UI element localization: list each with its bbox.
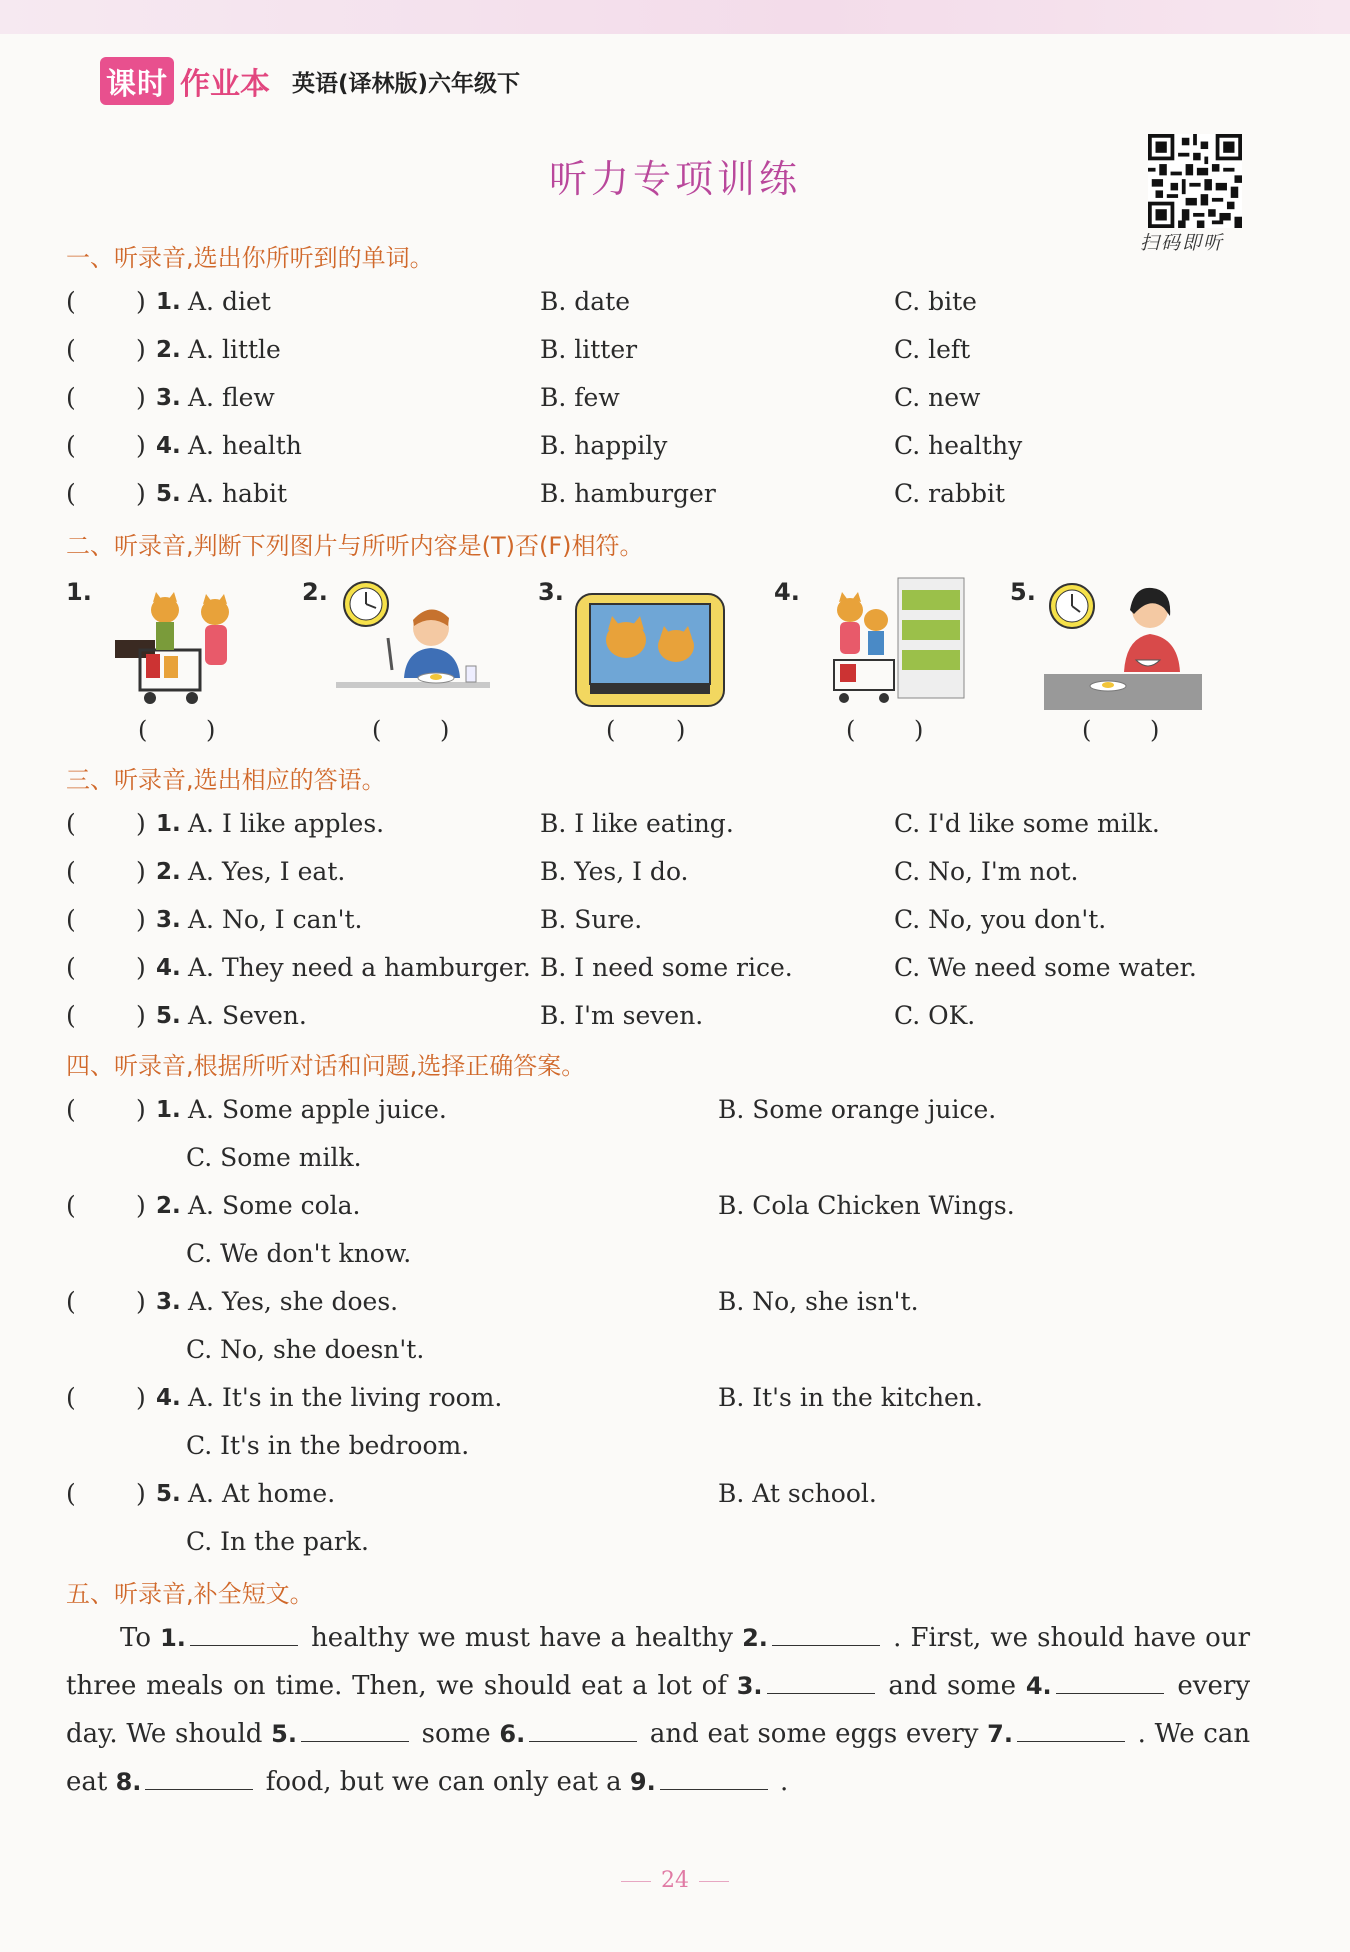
section1-title: 一、听录音,选出你所听到的单词。 bbox=[66, 244, 434, 272]
answer-paren-close[interactable]: ) bbox=[136, 809, 146, 838]
fill-in-blank[interactable] bbox=[767, 1669, 875, 1694]
question-number: 4. bbox=[156, 1385, 181, 1411]
picture-2-number: 2. bbox=[302, 578, 328, 606]
answer-paren-close[interactable]: ) bbox=[136, 1001, 146, 1030]
question-number: 1. bbox=[156, 1097, 181, 1123]
option-a[interactable]: A. flew bbox=[188, 383, 275, 412]
option-c[interactable]: C. We don't know. bbox=[186, 1239, 412, 1268]
passage-text: . We can eat bbox=[66, 1719, 1251, 1797]
logo-text: 作业本 bbox=[180, 67, 270, 102]
option-a[interactable]: A. diet bbox=[188, 287, 271, 316]
qr-code-icon[interactable] bbox=[1148, 134, 1242, 228]
passage-text: some bbox=[421, 1719, 491, 1749]
option-b[interactable]: B. date bbox=[540, 287, 631, 316]
option-b[interactable]: B. Some orange juice. bbox=[718, 1095, 997, 1124]
option-c[interactable]: C. left bbox=[894, 335, 971, 364]
option-c[interactable]: C. No, she doesn't. bbox=[186, 1335, 425, 1364]
girl-eating-clock-icon bbox=[1044, 580, 1202, 710]
answer-paren-open[interactable]: ( bbox=[66, 905, 76, 934]
option-b[interactable]: B. Yes, I do. bbox=[540, 857, 689, 886]
question-number: 4. bbox=[156, 955, 181, 981]
option-a[interactable]: A. habit bbox=[188, 479, 287, 508]
answer-paren-open[interactable]: ( bbox=[66, 1383, 76, 1412]
answer-paren-close[interactable]: ) bbox=[136, 1287, 146, 1316]
answer-paren-open[interactable]: ( bbox=[66, 287, 76, 316]
option-b[interactable]: B. I'm seven. bbox=[540, 1001, 704, 1030]
book-title: 英语(译林版)六年级下 bbox=[292, 70, 521, 97]
picture-1-number: 1. bbox=[66, 578, 92, 606]
option-c[interactable]: C. bite bbox=[894, 287, 977, 316]
blank-number: 2. bbox=[742, 1624, 768, 1652]
page-title: 听力专项训练 bbox=[548, 157, 801, 201]
option-a[interactable]: A. No, I can't. bbox=[188, 905, 363, 934]
answer-paren-close[interactable]: ) bbox=[136, 905, 146, 934]
question-number: 2. bbox=[156, 859, 181, 885]
cats-on-tv-icon bbox=[574, 592, 726, 710]
blank-number: 7. bbox=[987, 1720, 1013, 1748]
option-b[interactable]: B. I need some rice. bbox=[540, 953, 793, 982]
question-number: 5. bbox=[156, 481, 181, 507]
option-c[interactable]: C. new bbox=[894, 383, 981, 412]
picture-1-answer-open[interactable]: ( bbox=[138, 716, 148, 744]
picture-4-answer-open[interactable]: ( bbox=[846, 716, 856, 744]
picture-1-answer-close[interactable]: ) bbox=[206, 716, 216, 744]
fill-in-blank[interactable] bbox=[1017, 1717, 1125, 1742]
blank-number: 6. bbox=[499, 1720, 526, 1748]
option-a[interactable]: A. Yes, she does. bbox=[188, 1287, 399, 1316]
picture-4-number: 4. bbox=[774, 578, 800, 606]
logo-box: 课时 bbox=[100, 57, 174, 105]
option-b[interactable]: B. Sure. bbox=[540, 905, 643, 934]
picture-5-answer-open[interactable]: ( bbox=[1082, 716, 1092, 744]
option-a[interactable]: A. little bbox=[188, 335, 281, 364]
answer-paren-close[interactable]: ) bbox=[136, 857, 146, 886]
answer-paren-close[interactable]: ) bbox=[136, 287, 146, 316]
answer-paren-close[interactable]: ) bbox=[136, 479, 146, 508]
question-number: 1. bbox=[156, 289, 181, 315]
question-number: 5. bbox=[156, 1003, 181, 1029]
option-b[interactable]: B. I like eating. bbox=[540, 809, 734, 838]
option-c[interactable]: C. We need some water. bbox=[894, 953, 1197, 982]
answer-paren-open[interactable]: ( bbox=[66, 1001, 76, 1030]
option-a[interactable]: A. It's in the living room. bbox=[188, 1383, 503, 1412]
option-c[interactable]: C. healthy bbox=[894, 431, 1023, 460]
picture-3-answer-close[interactable]: ) bbox=[676, 716, 686, 744]
option-c[interactable]: C. No, I'm not. bbox=[894, 857, 1079, 886]
section4-title: 四、听录音,根据所听对话和问题,选择正确答案。 bbox=[66, 1052, 586, 1080]
section3-title: 三、听录音,选出相应的答语。 bbox=[66, 766, 386, 794]
option-a[interactable]: A. They need a hamburger. bbox=[188, 953, 531, 982]
fill-in-blank[interactable] bbox=[529, 1717, 637, 1742]
answer-paren-open[interactable]: ( bbox=[66, 431, 76, 460]
option-b[interactable]: B. hamburger bbox=[540, 479, 716, 508]
fill-in-blank[interactable] bbox=[190, 1621, 298, 1646]
fill-in-blank[interactable] bbox=[145, 1765, 253, 1790]
option-c[interactable]: C. Some milk. bbox=[186, 1143, 362, 1172]
option-c[interactable]: C. rabbit bbox=[894, 479, 1006, 508]
passage-text: every day. We should bbox=[66, 1671, 1251, 1749]
option-b[interactable]: B. It's in the kitchen. bbox=[718, 1383, 983, 1412]
cloze-passage bbox=[66, 1614, 1250, 1806]
option-a[interactable]: A. Some apple juice. bbox=[188, 1095, 447, 1124]
fill-in-blank[interactable] bbox=[301, 1717, 409, 1742]
blank-number: 4. bbox=[1025, 1672, 1052, 1700]
answer-paren-open[interactable]: ( bbox=[66, 1287, 76, 1316]
option-c[interactable]: C. In the park. bbox=[186, 1527, 369, 1556]
option-a[interactable]: A. Yes, I eat. bbox=[188, 857, 346, 886]
blank-number: 5. bbox=[271, 1720, 297, 1748]
answer-paren-open[interactable]: ( bbox=[66, 953, 76, 982]
answer-paren-close[interactable]: ) bbox=[136, 431, 146, 460]
passage-text: and eat some eggs every bbox=[649, 1719, 979, 1749]
option-b[interactable]: B. At school. bbox=[718, 1479, 877, 1508]
passage-text: . bbox=[780, 1767, 789, 1797]
section5-title: 五、听录音,补全短文。 bbox=[66, 1580, 314, 1608]
picture-5-answer-close[interactable]: ) bbox=[1150, 716, 1160, 744]
answer-paren-open[interactable]: ( bbox=[66, 335, 76, 364]
option-a[interactable]: A. At home. bbox=[188, 1479, 336, 1508]
answer-paren-close[interactable]: ) bbox=[136, 383, 146, 412]
passage-text: healthy we must have a healthy bbox=[311, 1623, 733, 1653]
answer-paren-close[interactable]: ) bbox=[136, 1095, 146, 1124]
answer-paren-open[interactable]: ( bbox=[66, 857, 76, 886]
answer-paren-close[interactable]: ) bbox=[136, 1191, 146, 1220]
passage-text: To bbox=[120, 1623, 151, 1653]
question-number: 2. bbox=[156, 1193, 181, 1219]
answer-paren-close[interactable]: ) bbox=[136, 335, 146, 364]
fill-in-blank[interactable] bbox=[1056, 1669, 1164, 1694]
option-a[interactable]: A. I like apples. bbox=[188, 809, 385, 838]
picture-4-answer-close[interactable]: ) bbox=[914, 716, 924, 744]
blank-number: 3. bbox=[736, 1672, 763, 1700]
answer-paren-open[interactable]: ( bbox=[66, 809, 76, 838]
cats-supermarket-icon bbox=[828, 576, 966, 710]
option-b[interactable]: B. Cola Chicken Wings. bbox=[718, 1191, 1015, 1220]
option-b[interactable]: B. few bbox=[540, 383, 620, 412]
answer-paren-open[interactable]: ( bbox=[66, 383, 76, 412]
option-b[interactable]: B. No, she isn't. bbox=[718, 1287, 919, 1316]
question-number: 2. bbox=[156, 337, 181, 363]
top-decor-band bbox=[0, 0, 1350, 34]
cats-shopping-cart-icon bbox=[110, 590, 250, 710]
question-number: 3. bbox=[156, 385, 181, 411]
answer-paren-open[interactable]: ( bbox=[66, 1095, 76, 1124]
fill-in-blank[interactable] bbox=[660, 1765, 768, 1790]
question-number: 3. bbox=[156, 907, 181, 933]
answer-paren-open[interactable]: ( bbox=[66, 1191, 76, 1220]
fill-in-blank[interactable] bbox=[772, 1621, 880, 1646]
question-number: 3. bbox=[156, 1289, 181, 1315]
question-number: 5. bbox=[156, 1481, 181, 1507]
option-c[interactable]: C. OK. bbox=[894, 1001, 976, 1030]
picture-3-number: 3. bbox=[538, 578, 564, 606]
qr-label: 扫码即听 bbox=[1140, 232, 1225, 254]
option-a[interactable]: A. Some cola. bbox=[188, 1191, 361, 1220]
option-c[interactable]: C. It's in the bedroom. bbox=[186, 1431, 470, 1460]
option-c[interactable]: C. I'd like some milk. bbox=[894, 809, 1160, 838]
page-number: 24 bbox=[661, 1868, 689, 1893]
option-b[interactable]: B. litter bbox=[540, 335, 638, 364]
picture-2-answer-close[interactable]: ) bbox=[440, 716, 450, 744]
picture-2-answer-open[interactable]: ( bbox=[372, 716, 382, 744]
blank-number: 1. bbox=[160, 1624, 186, 1652]
option-a[interactable]: A. Seven. bbox=[188, 1001, 307, 1030]
answer-paren-open[interactable]: ( bbox=[66, 479, 76, 508]
option-b[interactable]: B. happily bbox=[540, 431, 668, 460]
header bbox=[100, 56, 520, 106]
blank-number: 8. bbox=[115, 1768, 142, 1796]
option-c[interactable]: C. No, you don't. bbox=[894, 905, 1107, 934]
option-a[interactable]: A. health bbox=[188, 431, 302, 460]
answer-paren-close[interactable]: ) bbox=[136, 1479, 146, 1508]
question-number: 1. bbox=[156, 811, 181, 837]
boy-eating-clock-icon bbox=[336, 578, 490, 710]
passage-text: and some bbox=[888, 1671, 1017, 1701]
picture-5-number: 5. bbox=[1010, 578, 1036, 606]
question-number: 4. bbox=[156, 433, 181, 459]
page-number-line bbox=[0, 1868, 1350, 1893]
passage-text: . First, we should have our three meals on time. Then, we should eat a lot of bbox=[66, 1623, 1251, 1701]
answer-paren-close[interactable]: ) bbox=[136, 1383, 146, 1412]
passage-text: food, but we can only eat a bbox=[265, 1767, 622, 1797]
answer-paren-close[interactable]: ) bbox=[136, 953, 146, 982]
blank-number: 9. bbox=[629, 1768, 656, 1796]
picture-3-answer-open[interactable]: ( bbox=[606, 716, 616, 744]
answer-paren-open[interactable]: ( bbox=[66, 1479, 76, 1508]
section2-title: 二、听录音,判断下列图片与所听内容是(T)否(F)相符。 bbox=[66, 532, 644, 560]
